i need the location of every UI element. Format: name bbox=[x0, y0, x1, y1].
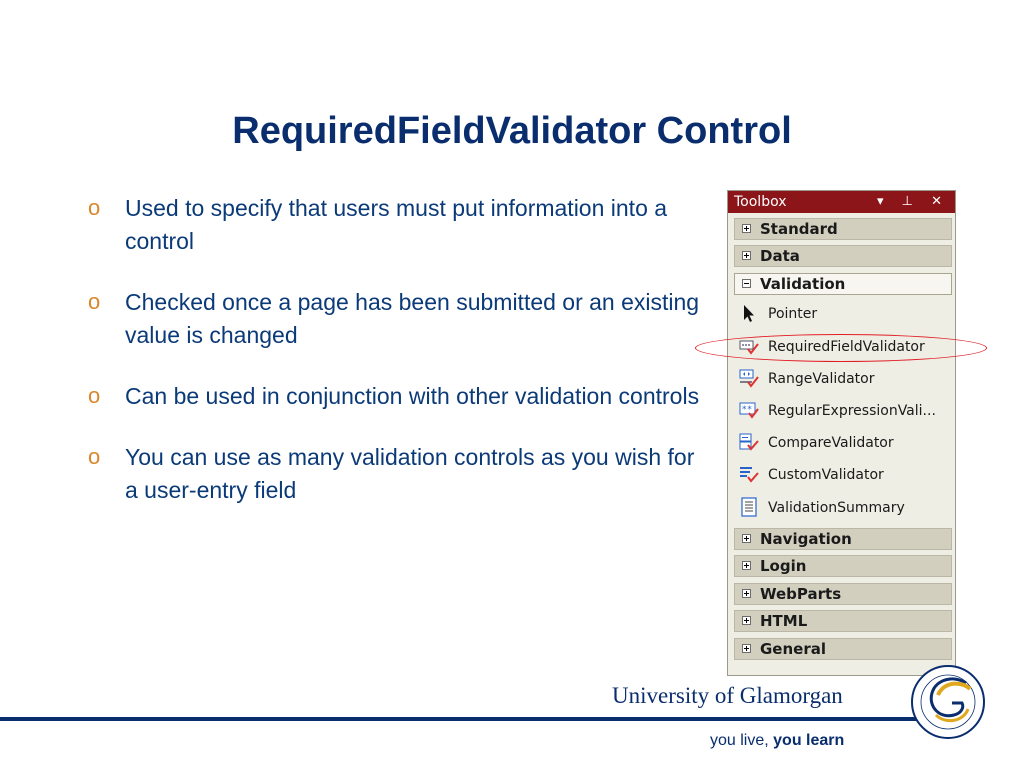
expand-icon bbox=[742, 589, 751, 598]
expand-icon bbox=[742, 534, 751, 543]
expand-icon bbox=[742, 251, 751, 260]
tool-validation-summary[interactable] bbox=[738, 494, 950, 522]
category-validation[interactable] bbox=[734, 273, 952, 295]
toolbox-title: Toolbox bbox=[734, 194, 787, 210]
category-webparts[interactable] bbox=[734, 583, 952, 605]
category-label: Navigation bbox=[760, 530, 852, 548]
tool-regular-expression-validator[interactable] bbox=[738, 397, 950, 425]
tool-pointer[interactable] bbox=[738, 300, 950, 328]
category-html[interactable] bbox=[734, 610, 952, 632]
collapse-icon bbox=[742, 279, 751, 288]
bullet-marker: o bbox=[88, 383, 101, 408]
validation-summary-icon bbox=[738, 497, 760, 517]
category-login[interactable] bbox=[734, 555, 952, 577]
tool-label: RegularExpressionVali... bbox=[768, 403, 936, 419]
category-label: HTML bbox=[760, 612, 808, 630]
category-label: Login bbox=[760, 557, 807, 575]
tagline bbox=[710, 732, 844, 750]
category-label: Standard bbox=[760, 220, 838, 238]
bullet-item bbox=[88, 380, 700, 413]
regex-validator-icon bbox=[738, 400, 760, 420]
category-data[interactable] bbox=[734, 245, 952, 267]
expand-icon bbox=[742, 224, 751, 233]
bullet-marker: o bbox=[88, 289, 101, 314]
expand-icon bbox=[742, 561, 751, 570]
tool-label: ValidationSummary bbox=[768, 500, 905, 516]
pointer-icon bbox=[738, 303, 760, 323]
tool-compare-validator[interactable] bbox=[738, 429, 950, 457]
category-label: Validation bbox=[760, 275, 846, 293]
category-label: WebParts bbox=[760, 585, 842, 603]
bullet-text: Used to specify that users must put information into a control bbox=[125, 195, 668, 254]
window-controls[interactable]: ▾ ⊥ ✕ bbox=[876, 194, 949, 209]
tool-custom-validator[interactable] bbox=[738, 461, 950, 489]
category-navigation[interactable] bbox=[734, 528, 952, 550]
slide-title: RequiredFieldValidator Control bbox=[232, 110, 792, 152]
custom-validator-icon bbox=[738, 464, 760, 484]
category-standard[interactable] bbox=[734, 218, 952, 240]
bullet-marker: o bbox=[88, 195, 101, 220]
toolbox-titlebar[interactable] bbox=[728, 191, 955, 213]
compare-validator-icon bbox=[738, 432, 760, 452]
tagline-bold: you learn bbox=[773, 732, 845, 749]
tool-label: RequiredFieldValidator bbox=[768, 339, 925, 355]
tool-label: Pointer bbox=[768, 306, 818, 322]
tool-label: CustomValidator bbox=[768, 467, 884, 483]
bullet-item bbox=[88, 286, 700, 352]
university-logo bbox=[906, 655, 990, 745]
tool-label: RangeValidator bbox=[768, 371, 875, 387]
range-validator-icon bbox=[738, 368, 760, 388]
highlight-ellipse bbox=[695, 334, 987, 362]
bullet-text: You can use as many validation controls as you wish for a user-entry field bbox=[125, 444, 695, 503]
expand-icon bbox=[742, 644, 751, 653]
svg-text:**: ** bbox=[741, 405, 753, 415]
tool-range-validator[interactable] bbox=[738, 365, 950, 393]
bullet-item bbox=[88, 192, 700, 258]
bullet-text: Can be used in conjunction with other validation controls bbox=[125, 383, 700, 409]
university-name: University of Glamorgan bbox=[612, 683, 843, 708]
footer-divider bbox=[0, 717, 930, 721]
category-label: Data bbox=[760, 247, 800, 265]
bullet-list bbox=[88, 192, 700, 535]
bullet-text: Checked once a page has been submitted or an existing value is changed bbox=[125, 289, 700, 348]
tool-label: CompareValidator bbox=[768, 435, 894, 451]
expand-icon bbox=[742, 616, 751, 625]
toolbox-panel bbox=[727, 190, 956, 676]
tagline-plain: you live, bbox=[710, 732, 774, 749]
bullet-item bbox=[88, 441, 700, 507]
bullet-marker: o bbox=[88, 444, 101, 469]
category-label: General bbox=[760, 640, 826, 658]
